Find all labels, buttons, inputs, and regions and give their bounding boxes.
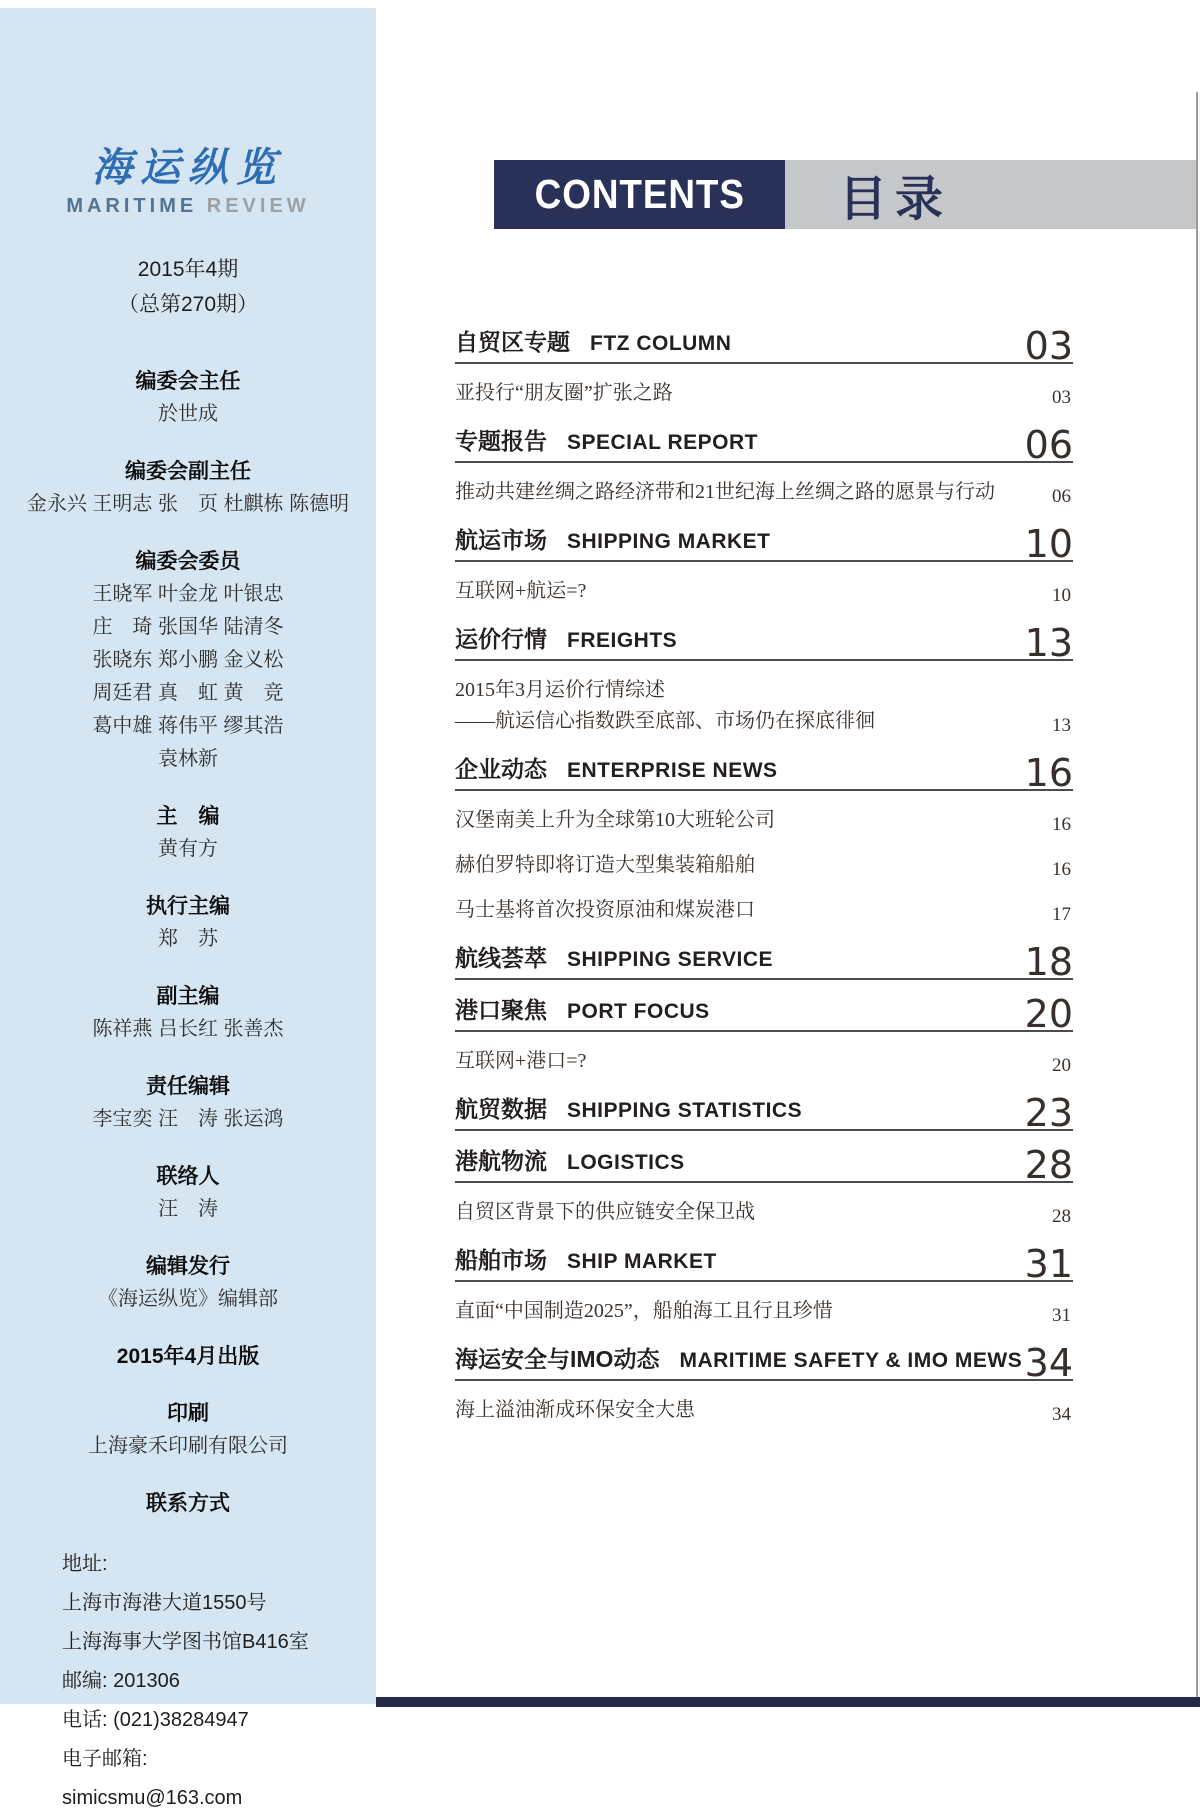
toc-section-page-number: 16 xyxy=(1024,750,1073,795)
toc-section-titles xyxy=(455,1143,685,1181)
issue-total: （总第270期） xyxy=(117,293,259,316)
toc-section-page-number: 20 xyxy=(1024,991,1073,1036)
toc-section-title-en: SPECIAL REPORT xyxy=(567,431,758,454)
toc-section-header xyxy=(455,422,1073,467)
toc-section-titles xyxy=(455,324,731,362)
magazine-logo-english xyxy=(0,195,376,218)
toc-section-title-cn: 港航物流 xyxy=(455,1148,547,1174)
masthead-group-line: 王晓军 叶金龙 叶银忠 xyxy=(92,583,284,605)
toc-article-title xyxy=(455,1197,755,1228)
sidebar-masthead xyxy=(0,8,376,1809)
toc-section-title-cn: 海运安全与IMO动态 xyxy=(455,1346,660,1372)
masthead-group xyxy=(0,1161,376,1226)
toc-section-row xyxy=(455,620,1073,665)
toc-section-header xyxy=(455,1090,1073,1135)
toc-section-title-en: FREIGHTS xyxy=(567,629,678,652)
masthead-group-title: 编委会副主任 xyxy=(125,460,251,483)
toc-article-title-line: 马士基将首次投资原油和煤炭港口 xyxy=(455,899,755,921)
masthead-group xyxy=(0,801,376,866)
toc-section-title-en: MARITIME SAFETY & IMO MEWS xyxy=(679,1349,1023,1372)
masthead-group xyxy=(0,1341,376,1373)
toc-section-title-cn: 航运市场 xyxy=(455,527,547,553)
toc-section-header xyxy=(455,991,1073,1036)
toc-article-entry xyxy=(455,378,1073,409)
toc-article-title-line: 赫伯罗特即将订造大型集装箱船舶 xyxy=(455,854,755,876)
masthead-group-title: 主 编 xyxy=(156,805,220,828)
toc-section-title-cn: 航线荟萃 xyxy=(455,945,547,971)
toc-article-page-number: 13 xyxy=(1052,715,1071,736)
toc-section-row xyxy=(455,1090,1073,1135)
toc-article-title xyxy=(455,1395,695,1426)
masthead-group-line: 汪 涛 xyxy=(158,1198,218,1220)
toc-section-page-number: 03 xyxy=(1024,323,1073,368)
masthead-group xyxy=(0,1488,376,1520)
masthead-group xyxy=(0,981,376,1046)
toc-article-page-number: 10 xyxy=(1052,585,1071,606)
masthead-group-line: 袁林新 xyxy=(158,748,218,770)
magazine-logo-chinese: 海运纵览 xyxy=(92,144,284,191)
toc-section-title-en: SHIPPING SERVICE xyxy=(567,948,774,971)
masthead-group-line: 周廷君 真 虹 黄 竞 xyxy=(92,682,284,704)
masthead-group-title: 编委会委员 xyxy=(135,550,241,573)
masthead-group-title: 编委会主任 xyxy=(135,370,241,393)
contents-header-cn-bar xyxy=(785,160,1197,229)
toc-article-entry xyxy=(455,1296,1073,1327)
issue-info xyxy=(0,252,376,322)
toc-section-title-en: SHIPPING MARKET xyxy=(567,530,771,553)
contact-block xyxy=(0,1545,376,1818)
masthead-group xyxy=(0,891,376,956)
masthead-group-line: 《海运纵览》编辑部 xyxy=(98,1288,278,1310)
toc-section-titles xyxy=(455,423,758,461)
toc-article-title-line: ——航运信心指数跌至底部、市场仍在探底徘徊 xyxy=(455,710,875,732)
toc-section-page-number: 28 xyxy=(1024,1142,1073,1187)
toc-article-title xyxy=(455,850,755,881)
toc-section-row xyxy=(455,521,1073,566)
toc-section-titles xyxy=(455,992,710,1030)
toc-section-title-cn: 自贸区专题 xyxy=(455,329,570,355)
toc-section-header xyxy=(455,620,1073,665)
masthead-group-line: 张晓东 郑小鹏 金义松 xyxy=(92,649,284,671)
toc-section-title-cn: 港口聚焦 xyxy=(455,997,547,1023)
toc-article-title-line: 亚投行“朋友圈”扩张之路 xyxy=(455,382,673,404)
masthead-group-line: 黄有方 xyxy=(158,838,218,860)
toc-section-title-en: PORT FOCUS xyxy=(567,1000,710,1023)
toc-article-title-line: 汉堡南美上升为全球第10大班轮公司 xyxy=(455,809,775,831)
issue-number: 2015年4期 xyxy=(137,258,239,281)
contents-label: CONTENTS xyxy=(534,171,745,217)
toc-article-entry xyxy=(455,1395,1073,1426)
toc-article-page-number: 16 xyxy=(1052,814,1071,835)
contents-header-en xyxy=(494,160,785,229)
toc-section-title-cn: 专题报告 xyxy=(455,428,547,454)
toc-section-row xyxy=(455,991,1073,1036)
toc-article-page-number: 06 xyxy=(1052,486,1071,507)
toc-section-row xyxy=(455,1142,1073,1187)
toc-section-row xyxy=(455,422,1073,467)
toc-section-header xyxy=(455,939,1073,984)
toc-article-title-line: 互联网+航运=? xyxy=(455,580,587,602)
toc-section-title-en: FTZ COLUMN xyxy=(590,332,732,355)
contact-line: 电子邮箱: xyxy=(62,1748,148,1770)
toc-article-title xyxy=(455,576,586,607)
toc-section-title-en: SHIPPING STATISTICS xyxy=(567,1099,803,1122)
toc-article-title-line: 2015年3月运价行情综述 xyxy=(455,679,665,701)
toc-section-page-number: 06 xyxy=(1024,422,1073,467)
contact-line: 电话: (021)38284947 xyxy=(62,1709,249,1731)
toc-section-page-number: 10 xyxy=(1024,521,1073,566)
toc-section-header xyxy=(455,1142,1073,1187)
masthead-group xyxy=(0,1251,376,1316)
masthead-group xyxy=(0,1071,376,1136)
toc-section-header xyxy=(455,1340,1073,1385)
toc-section-titles xyxy=(455,751,778,789)
masthead-group xyxy=(0,456,376,521)
toc-article-title-line: 海上溢油渐成环保安全大患 xyxy=(455,1399,695,1421)
masthead-group-line: 金永兴 王明志 张 页 杜麒栋 陈德明 xyxy=(26,493,350,515)
toc-article-entry xyxy=(455,850,1073,881)
masthead-group-line: 庄 琦 张国华 陆清冬 xyxy=(92,616,284,638)
page-right-edge-rule xyxy=(1196,92,1198,1707)
masthead-group-title: 印刷 xyxy=(167,1402,209,1425)
masthead-group-title: 2015年4月出版 xyxy=(116,1345,260,1368)
toc-section-titles xyxy=(455,1242,717,1280)
toc-article-page-number: 31 xyxy=(1052,1305,1071,1326)
toc-section-header xyxy=(455,521,1073,566)
toc-article-title xyxy=(455,1296,833,1327)
toc-section-title-cn: 企业动态 xyxy=(455,756,547,782)
toc-article-title-line: 直面“中国制造2025”，船舶海工且行且珍惜 xyxy=(455,1300,833,1322)
toc-section-header xyxy=(455,750,1073,795)
toc-article-title-line: 互联网+港口=? xyxy=(455,1050,587,1072)
masthead-group-title: 联络人 xyxy=(156,1165,220,1188)
toc-article-page-number: 16 xyxy=(1052,859,1071,880)
toc-section-row xyxy=(455,750,1073,795)
toc-article-entry xyxy=(455,895,1073,926)
toc-section-title-en: ENTERPRISE NEWS xyxy=(567,759,778,782)
masthead-group-line: 郑 苏 xyxy=(158,928,218,950)
masthead-group xyxy=(0,1398,376,1463)
logo-word-review: REVIEW xyxy=(206,195,310,217)
toc-article-entry xyxy=(455,1197,1073,1228)
toc-section-titles xyxy=(455,522,771,560)
mulu-label: 目录 xyxy=(839,173,952,226)
toc-section-titles xyxy=(455,621,677,659)
toc-section-title-cn: 运价行情 xyxy=(455,626,547,652)
toc-article-title xyxy=(455,805,775,836)
toc-article-title xyxy=(455,378,673,409)
toc-article-page-number: 03 xyxy=(1052,387,1071,408)
toc-section-row xyxy=(455,1340,1073,1385)
toc-article-entry xyxy=(455,477,1073,508)
toc-article-title xyxy=(455,675,875,737)
toc-article-title-line: 推动共建丝绸之路经济带和21世纪海上丝绸之路的愿景与行动 xyxy=(455,481,995,503)
contact-line: 邮编: 201306 xyxy=(62,1670,180,1692)
toc-section-header xyxy=(455,1241,1073,1286)
toc-section-header xyxy=(455,323,1073,368)
toc-article-entry xyxy=(455,805,1073,836)
toc-article-page-number: 28 xyxy=(1052,1206,1071,1227)
masthead-group-line: 李宝奕 汪 涛 张运鸿 xyxy=(92,1108,284,1130)
table-of-contents xyxy=(455,312,1073,1440)
masthead-group xyxy=(0,366,376,431)
toc-article-title xyxy=(455,477,995,508)
toc-article-page-number: 20 xyxy=(1052,1055,1071,1076)
toc-article-title xyxy=(455,1046,586,1077)
masthead-group-title: 编辑发行 xyxy=(146,1255,230,1278)
masthead-group-line: 於世成 xyxy=(158,403,218,425)
masthead-groups xyxy=(0,366,376,1520)
contact-line: 上海海事大学图书馆B416室 xyxy=(62,1631,309,1653)
toc-section-page-number: 31 xyxy=(1024,1241,1073,1286)
toc-section-page-number: 18 xyxy=(1024,939,1073,984)
masthead-group-title: 联系方式 xyxy=(146,1492,230,1515)
page-bottom-bar xyxy=(376,1697,1200,1707)
toc-article-entry xyxy=(455,576,1073,607)
logo-word-maritime: MARITIME xyxy=(66,195,198,217)
toc-section-page-number: 34 xyxy=(1024,1340,1073,1385)
toc-section-title-cn: 航贸数据 xyxy=(455,1096,547,1122)
toc-section-titles xyxy=(455,940,773,978)
toc-article-title xyxy=(455,895,755,926)
toc-section-titles xyxy=(455,1341,1022,1379)
masthead-group-line: 上海豪禾印刷有限公司 xyxy=(88,1435,288,1457)
toc-article-title-line: 自贸区背景下的供应链安全保卫战 xyxy=(455,1201,755,1223)
masthead-group xyxy=(0,546,376,776)
toc-article-entry xyxy=(455,1046,1073,1077)
contact-line: 上海市海港大道1550号 xyxy=(62,1592,267,1614)
toc-section-title-en: LOGISTICS xyxy=(567,1151,685,1174)
masthead-group-title: 执行主编 xyxy=(146,895,230,918)
masthead-group-title: 副主编 xyxy=(156,985,220,1008)
toc-section-row xyxy=(455,323,1073,368)
toc-article-page-number: 17 xyxy=(1052,904,1071,925)
masthead-group-line: 葛中雄 蒋伟平 缪其浩 xyxy=(92,715,284,737)
toc-section-page-number: 23 xyxy=(1024,1090,1073,1135)
toc-section-page-number: 13 xyxy=(1024,620,1073,665)
toc-section-titles xyxy=(455,1091,802,1129)
toc-section-title-cn: 船舶市场 xyxy=(455,1247,547,1273)
masthead-group-title: 责任编辑 xyxy=(146,1075,230,1098)
contact-line: 地址: xyxy=(62,1553,108,1575)
toc-section-row xyxy=(455,939,1073,984)
masthead-group-line: 陈祥燕 吕长红 张善杰 xyxy=(92,1018,284,1040)
contact-line: simicsmu@163.com xyxy=(62,1787,243,1809)
toc-article-page-number: 34 xyxy=(1052,1404,1071,1425)
toc-article-entry xyxy=(455,675,1073,737)
toc-section-title-en: SHIP MARKET xyxy=(567,1250,717,1273)
toc-section-row xyxy=(455,1241,1073,1286)
